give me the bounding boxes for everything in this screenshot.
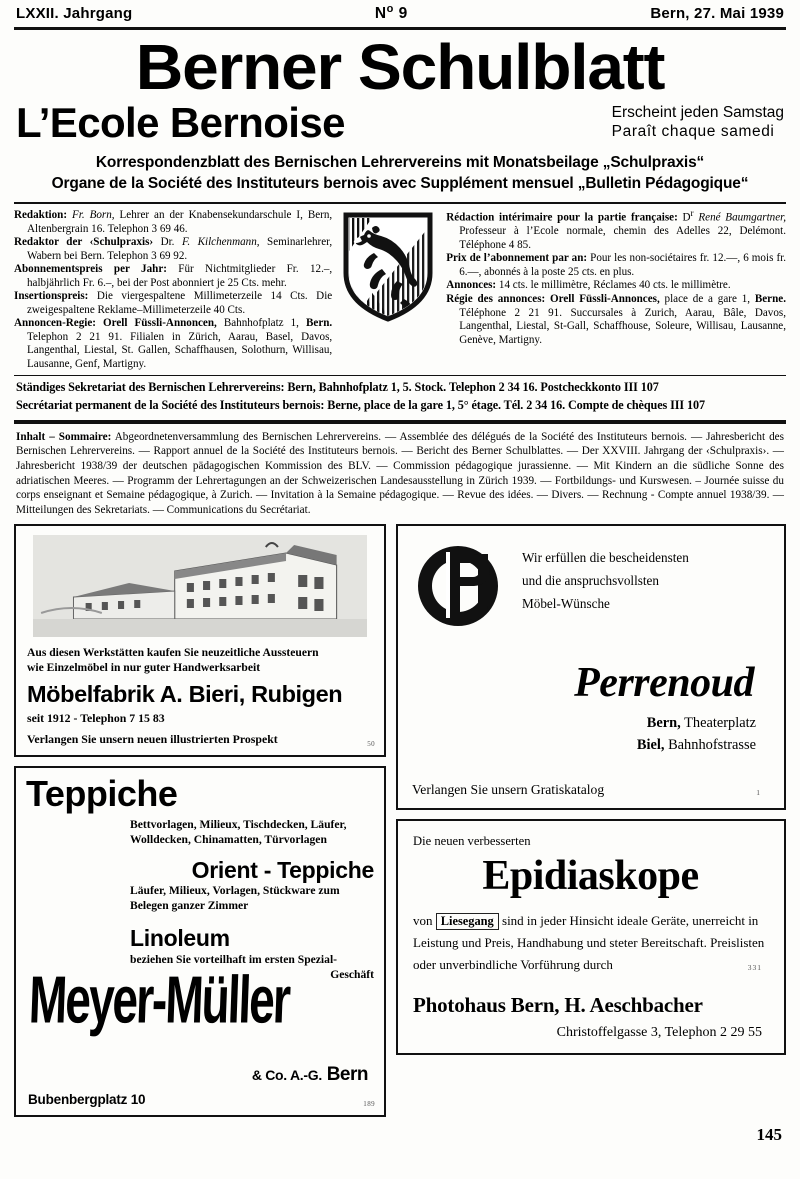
subtitle-french: Organe de la Société des Instituteurs bernois avec Supplément mensuel „Bulletin Pédagogique“ <box>51 175 749 193</box>
logo-wordmark: Meyer-Müller <box>27 961 291 1037</box>
ad-shop-name: Photohaus Bern, H. Aeschbacher <box>413 992 703 1017</box>
ad-store-locations: Bern, Theaterplatz Biel, Bahnhofstrasse <box>636 715 756 753</box>
page-number: 145 <box>756 1125 782 1145</box>
ad-brand-name: Möbelfabrik A. Bieri, Rubigen <box>27 680 343 707</box>
imprint-subscription: Abonnementspreis per Jahr: Für Nichtmitglieder Fr. 12.–, halbjährlich Fr. 6.–, bei der Post abonniert je 25 Cts. mehr. <box>14 263 333 289</box>
ad-teppiche-desc: Bettvorlagen, Milieux, Tischdecken, Läufer, Wolldecken, Chinamatten, Türvorlagen <box>130 817 347 846</box>
ad-epidiaskope-photohaus[interactable] <box>396 819 786 1054</box>
perrenoud-monogram-icon <box>412 540 504 637</box>
imprint-ad-agency: Annoncen-Regie: Orell Füssli-Annoncen, Bahnhofplatz 1, Bern. Telephon 2 21 91. Filialen in Zürich, Aarau, Basel, Davos, Langenthal, Liestal, St. Gallen, Schaffhausen, Solothurn, Willisau, Lausanne, Genf, Martigny. <box>14 317 333 370</box>
ad-shop-address: Christoffelgasse 3, Telephon 2 29 55 <box>556 1024 762 1040</box>
ad-reference-number: 1 <box>756 788 760 798</box>
ad-product-title: Epidiaskope <box>482 853 699 900</box>
ad-body-text: von Liesegang sind in jeder Hinsicht ideale Geräte, unerreicht in Leistung und Preis, Handhabung und steter Bereitschaft. Preislisten oder unverbindliche Vorführung durch 331 <box>413 910 768 977</box>
ad-caption: Aus diesen Werkstätten kaufen Sie neuzeitliche Aussteuern wie Einzelmöbel in nur guter Handwerksarbeit <box>27 646 319 675</box>
factory-photo <box>33 535 367 637</box>
masthead <box>14 30 786 196</box>
ad-address: Bubenbergplatz 10 <box>28 1092 146 1108</box>
table-of-contents <box>14 424 786 524</box>
issue-header-row <box>14 0 786 27</box>
ad-reference-number: 189 <box>363 1100 375 1109</box>
ad-reference-number: 331 <box>747 962 762 972</box>
title-row-french <box>14 99 786 147</box>
imprint-german <box>14 209 338 371</box>
secretariat-french: Secrétariat permanent de la Société des Instituteurs bernois: Berne, place de la gare 1, 5° étage. Tél. 2 34 16. Compte de chèques III 107 <box>16 398 705 413</box>
ad-perrenoud-top <box>412 540 768 637</box>
ad-linoleum-desc: beziehen Sie vorteilhaft im ersten Spezial- Geschäft <box>130 952 374 981</box>
ad-heading-linoleum: Linoleum <box>130 925 230 952</box>
imprint-annonces-fr: Annonces: 14 cts. le millimètre, Réclames 40 cts. le millimètre. <box>446 279 731 292</box>
imprint-redaktor: Redaktor der ‹Schulpraxis› Dr. F. Kilchenmann, Seminarlehrer, Wabern bei Bern. Telephon 3 69 92. <box>14 236 333 262</box>
ad-meyer-mueller-teppiche[interactable] <box>14 766 386 1117</box>
frequency-german: Erscheint jeden Samstag <box>611 103 784 121</box>
ad-heading-teppiche: Teppiche <box>26 772 178 814</box>
ad-heading-orient-teppiche: Orient - Teppiche <box>191 856 374 883</box>
ad-lead-line: Die neuen verbesserten <box>413 834 531 849</box>
brand-badge-liesegang: Liesegang <box>436 913 499 931</box>
ad-column-left <box>14 524 386 1117</box>
ad-moebelfabrik-bieri[interactable] <box>14 524 386 757</box>
ad-orient-desc: Läufer, Milieux, Vorlagen, Stückware zum Belegen ganzer Zimmer <box>130 884 340 913</box>
journal-title-french: L’Ecole Bernoise <box>16 99 345 147</box>
volume-label: LXXII. Jahrgang <box>16 5 133 23</box>
ad-catalog-call: Verlangen Sie unsern Gratiskatalog 1 <box>412 782 760 798</box>
place-date-label: Bern, 27. Mai 1939 <box>650 5 784 23</box>
contents-text: Abgeordnetenversammlung des Bernischen Lehrervereins. — Assemblée des délégués de la Société des Instituteurs bernois. — Jahresbericht des Bernischen Lehrervereins. — Rapport annuel de la Société des Instituteurs bernois. — Bericht des Berner Schulblattes. — Der XXVIII. Jahrgang der ‹Schulpraxis›. — Jahresbericht 1938/39 der deutschen pädagogischen Kommission des BLV. — Commission pédagogique jurassienne. — Mit Kindern an die südliche Sonne des adriatischen Meeres. — Programm der Lehrertagungen an der Schweizerischen Landesausstellung in Zürich 1939. — Fortbildungs- und Kurswesen. – Journée suisse du corps enseignant et Semaine pédagogique, à Zurich. — Invitation à la Semaine pédagogique. — Revue des idées. — Divers. — Rechnung - Compte annuel 1938/39. — Mitteilungen des Sekretariats. — Communications du Secrétariat. <box>16 430 784 516</box>
imprint-redaktion-label: Redaktion: <box>14 209 68 222</box>
logo-company-suffix: & Co. A.-G. Bern <box>251 1064 368 1086</box>
frequency-french: Paraît chaque samedi <box>611 122 775 140</box>
imprint-redaktion: Redaktion: Fr. Born, Lehrer an der Knabensekundarschule I, Bern, Altenbergrain 16. Telephon 3 69 46. <box>14 209 333 235</box>
ad-since-phone: seit 1912 - Telephon 7 15 83 <box>27 710 165 725</box>
subtitle-german: Korrespondenzblatt des Bernischen Lehrervereins mit Monatsbeilage „Schulpraxis“ <box>95 154 705 172</box>
issue-number-label: $N^o$ 9 <box>374 3 408 23</box>
imprint-prix-fr: Prix de l’abonnement par an: Pour les non-sociétaires fr. 12.—, 6 mois fr. 6.—, abonnés à la poste 25 cts. en plus. <box>446 252 786 278</box>
ad-reference-number: 50 <box>367 739 375 748</box>
advertisement-grid <box>14 524 786 1117</box>
contents-label: Inhalt – Sommaire: <box>16 430 112 443</box>
imprint-regie-fr: Régie des annonces: Orell Füssli-Annonces, place de a gare 1, Berne. Téléphone 2 21 91. Succursales à Zurich, Aarau, Bâle, Davos, Langenthal, Liestal, St-Gall, Schaffhouse, Soleure, Willisau, Lausanne, Genève, Martigny. <box>446 292 786 346</box>
ad-perrenoud[interactable] <box>396 524 786 810</box>
ad-prospect-call: Verlangen Sie unsern neuen illustrierten Prospekt <box>27 731 278 746</box>
publication-frequency <box>612 103 784 145</box>
secretariat-german: Ständiges Sekretariat des Bernischen Lehrervereins: Bern, Bahnhofplatz 1, 5. Stock. Telephon 2 34 16. Postcheckkonto III 107 <box>16 380 659 395</box>
ad-brand-name: Perrenoud <box>574 660 754 707</box>
ad-column-right <box>396 524 786 1117</box>
imprint-redaktion-name: Fr. Born, <box>71 209 115 222</box>
imprint-redaction-fr: Rédaction intérimaire pour la partie française: $D^r$ René Baumgartner, Professeur à l’Ecole normale, chemin des Adelles 22, Delémont. Téléphone 4 85. <box>446 209 786 251</box>
bear-coat-of-arms-icon <box>338 209 438 323</box>
secretariat-block <box>14 376 786 417</box>
imprint-french <box>438 209 786 347</box>
journal-title-german: Berner Schulblatt <box>135 30 665 103</box>
ad-slogan: Wir erfüllen die bescheidensten und die anspruchsvollsten Möbel-Wünsche <box>522 550 689 612</box>
imprint-insertion: Insertionspreis: Die viergespaltene Millimeterzeile 14 Cts. Die zweigespaltene Reklame–Millimeterzeile 40 Cts. <box>14 290 333 316</box>
imprint-block <box>14 204 786 375</box>
